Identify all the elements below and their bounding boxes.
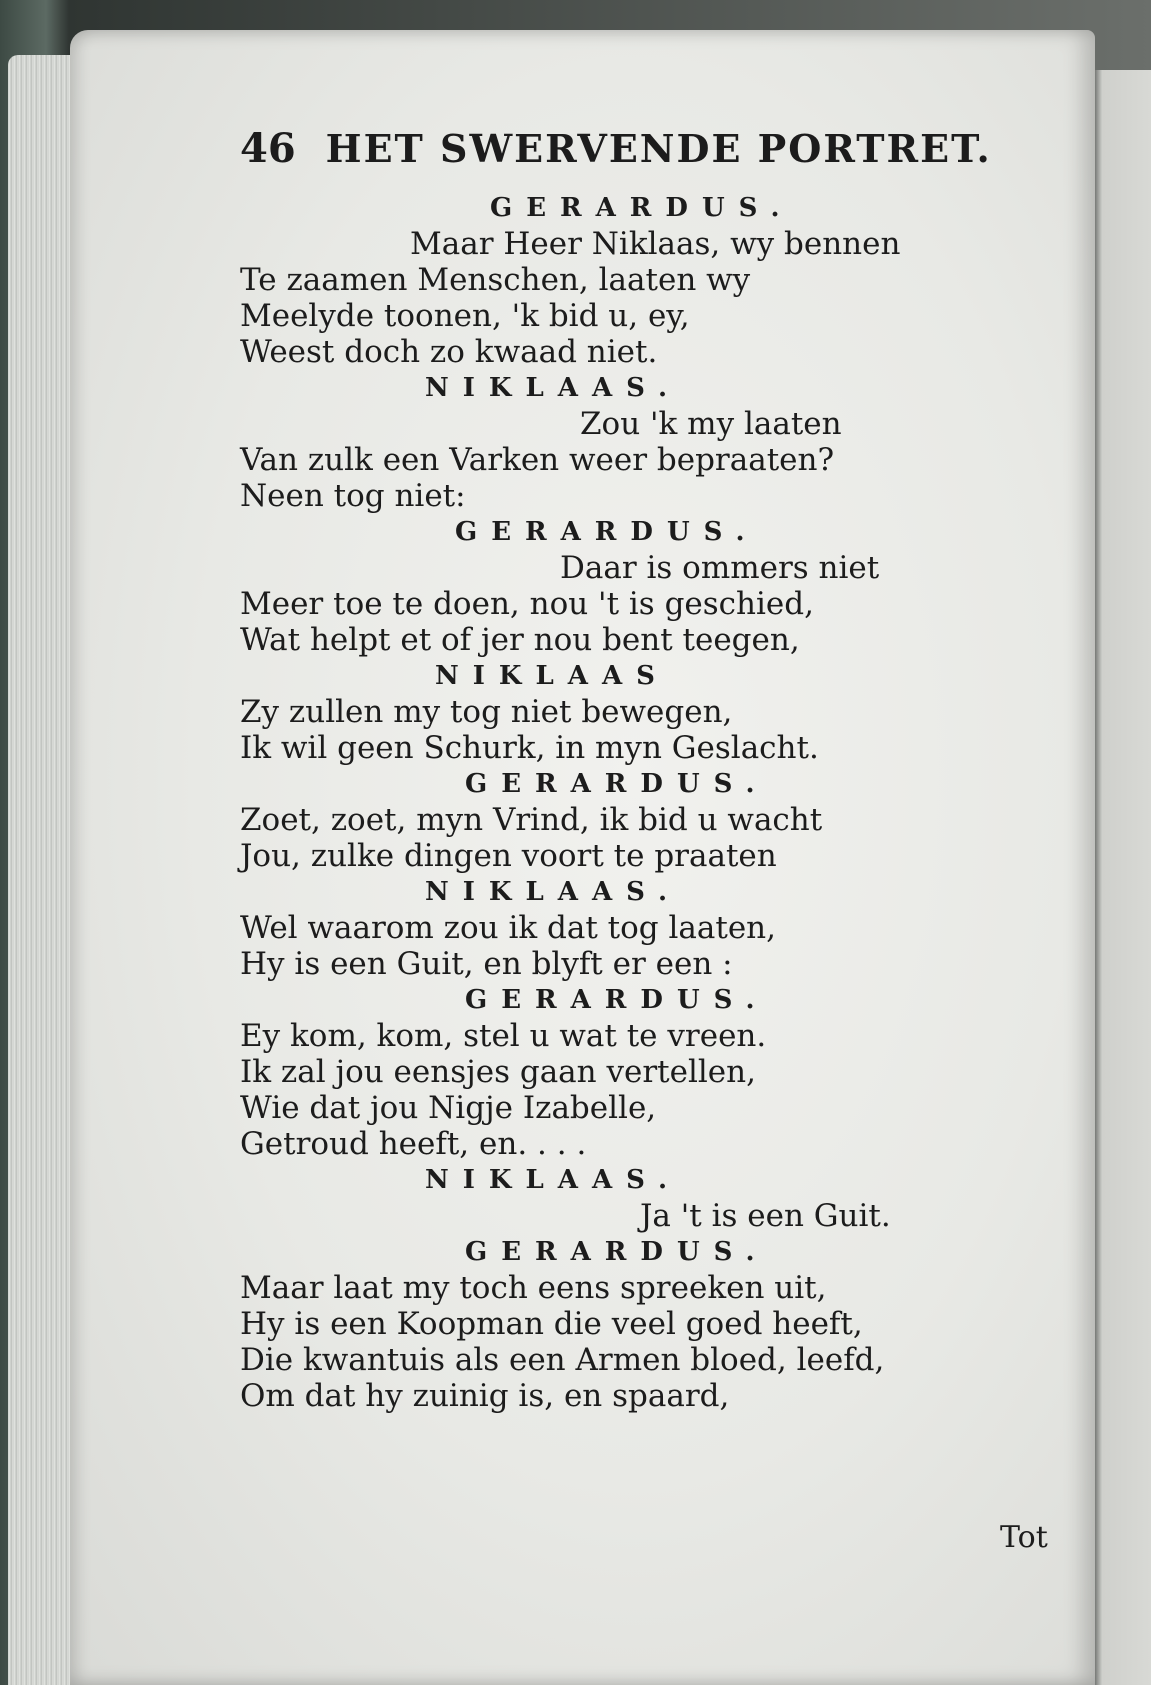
verse-line: Ik wil geen Schurk, in myn Geslacht.	[240, 730, 819, 766]
verse-line: Meelyde toonen, 'k bid u, ey,	[240, 298, 690, 334]
verse-line: Wel waarom zou ik dat tog laaten,	[240, 910, 777, 946]
verse-line: Die kwantuis als een Armen bloed, leefd,	[240, 1342, 885, 1378]
page-header	[240, 125, 1070, 172]
verse-line: Weest doch zo kwaad niet.	[240, 334, 658, 370]
verse-line: Ik zal jou eensjes gaan vertellen,	[240, 1054, 756, 1090]
verse-line: Neen tog niet:	[240, 478, 466, 514]
verse-line: Zou 'k my laaten	[580, 406, 842, 442]
speaker-name: GERARDUS.	[465, 769, 769, 799]
verse-line: Daar is ommers niet	[560, 550, 880, 586]
facing-page-edge	[1090, 70, 1151, 1685]
verse-line: Van zulk een Varken weer bepraaten?	[240, 442, 835, 478]
speaker-name: NIKLAAS.	[425, 373, 682, 403]
speaker-name: NIKLAAS.	[425, 1165, 682, 1195]
speaker-name: NIKLAAS.	[425, 877, 682, 907]
speaker-name: GERARDUS.	[465, 1237, 769, 1267]
play-text	[240, 190, 1090, 1414]
running-title: HET SWERVENDE PORTRET.	[325, 126, 992, 171]
verse-line: Maar laat my toch eens spreeken uit,	[240, 1270, 827, 1306]
book-page	[70, 30, 1095, 1685]
page-edges-left	[8, 55, 78, 1685]
verse-line: Zy zullen my tog niet bewegen,	[240, 694, 733, 730]
speaker-name: GERARDUS.	[455, 517, 759, 547]
verse-line: Ja 't is een Guit.	[640, 1198, 891, 1234]
verse-line: Om dat hy zuinig is, en spaard,	[240, 1378, 730, 1414]
verse-line: Maar Heer Niklaas, wy bennen	[410, 226, 901, 262]
verse-line: Meer toe te doen, nou 't is geschied,	[240, 586, 814, 622]
verse-line: Zoet, zoet, myn Vrind, ik bid u wacht	[240, 802, 823, 838]
speaker-name: GERARDUS.	[465, 985, 769, 1015]
verse-line: Getroud heeft, en. . . .	[240, 1126, 587, 1162]
verse-line: Hy is een Guit, en blyft er een :	[240, 946, 733, 982]
verse-line: Jou, zulke dingen voort te praaten	[240, 838, 777, 874]
verse-line: Wat helpt et of jer nou bent teegen,	[240, 622, 800, 658]
speaker-name: GERARDUS.	[490, 193, 794, 223]
verse-line: Hy is een Koopman die veel goed heeft,	[240, 1306, 863, 1342]
catchword: Tot	[1000, 1520, 1048, 1555]
page-number: 46	[240, 125, 296, 172]
verse-line: Ey kom, kom, stel u wat te vreen.	[240, 1018, 767, 1054]
speaker-name: NIKLAAS	[435, 661, 669, 691]
verse-line: Te zaamen Menschen, laaten wy	[240, 262, 751, 298]
verse-line: Wie dat jou Nigje Izabelle,	[240, 1090, 657, 1126]
